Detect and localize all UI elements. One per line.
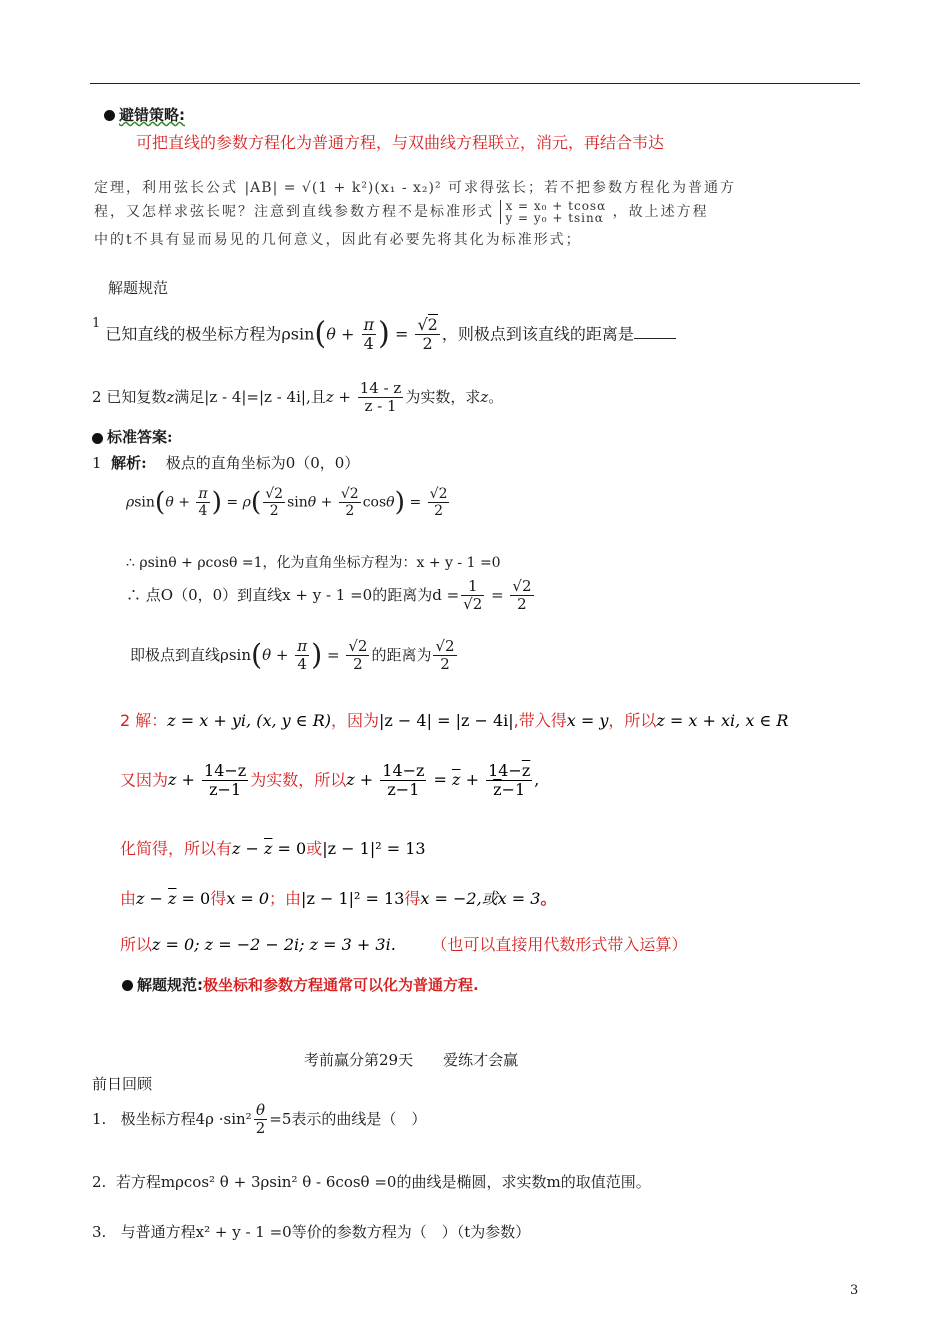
answer-1-line: 1 解析: 极点的直角坐标为0（0，0） — [92, 454, 360, 472]
answer-heading: 标准答案: — [92, 426, 173, 447]
answer-step-3: ∴ 点O（0，0）到直线x + y - 1 =0的距离为d = $\frac{1}{√2}$ = $\frac{√2}{2}$ — [126, 577, 532, 614]
solution-2-line2: 又因为z + $\frac{14-z}{z-1}$ 为实数，所以z + $\frac{14-z}{z-1}$ = $\overline{z}$ + $\frac{14-\overline{z}}{\overline{z}-1}$ , — [120, 761, 540, 800]
day-title: 考前赢分第29天 爱练才会赢 — [304, 1051, 519, 1069]
bullet-icon — [104, 110, 115, 121]
question-1: $^1$ 已知直线的极坐标方程为ρsin(θ + $\frac{\pi}{4}$ ) = $\frac{√2}{2}$ ，则极点到该直线的距离是 — [92, 316, 676, 354]
question-2: 2 已知复数z满足|z - 4|=|z - 4i|,且z + $\frac{14 - z}{z - 1}$ 为实数，求z。 — [92, 379, 504, 416]
page-number: 3 — [850, 1283, 859, 1298]
strategy-line2: 定理，利用弦长公式 |AB| = √(1 + k²)(x₁ - x₂)² 可求得弦长；若不把参数方程化为普通方 — [94, 180, 737, 196]
review-3: 3. 与普通方程x² + y - 1 =0等价的参数方程为（ ）（t为参数） — [92, 1223, 531, 1241]
answer-step-2: ∴ ρsinθ + ρcosθ =1，化为直角坐标方程为：x + y - 1 =0 — [126, 555, 501, 571]
review-1: 1. 极坐标方程4ρ ·sin² $\frac{\theta}{2}$ =5表示的曲线是（ ） — [92, 1101, 427, 1138]
solution-2-line4: 由$z - \overline{z} = 0$得x = 0；由|z − 1|² = 13得x = −2,或x = 3。 — [120, 889, 557, 908]
review-heading: 前日回顾 — [92, 1075, 153, 1093]
bullet-icon — [122, 980, 133, 991]
review-2: 2. 若方程mρcos² θ + 3ρsin² θ - 6cosθ =0的曲线是椭圆，求实数m的取值范围。 — [92, 1173, 651, 1191]
answer-step-1: ρsin(θ + $\frac{\pi}{4}$ ) = ρ( $\frac{√2}{2}$ sinθ + $\frac{√2}{2}$ cosθ) = $\frac{√2}{2}$ — [126, 486, 448, 520]
solution-2-line3: 化简得，所以有$z - \overline{z} = 0$或|z − 1|² = 13 — [120, 839, 426, 858]
answer-step-4: 即极点到直线ρsin(θ + $\frac{\pi}{4}$ ) = $\frac{√2}{2}$ 的距离为 $\frac{√2}{2}$ — [130, 637, 455, 674]
strategy-line1: 可把直线的参数方程化为普通方程，与双曲线方程联立，消元，再结合韦达 — [136, 133, 665, 152]
solution-2-line1: 2 解：z = x + yi, (x, y ∈ R)，因为|z − 4| = |z − 4i|,带入得x = y，所以z = x + xi, x ∈ R — [120, 711, 789, 730]
strategy-line4: 中的t不具有显而易见的几何意义，因此有必要先将其化为标准形式； — [94, 232, 582, 248]
answer-blank — [634, 322, 676, 339]
header-rule — [90, 83, 860, 84]
solution-note: 解题规范:极坐标和参数方程通常可以化为普通方程. — [122, 974, 479, 995]
spec-heading: 解题规范 — [108, 279, 169, 297]
chord-length-formula: |AB| = √(1 + k²)(x₁ - x₂)² — [244, 180, 442, 196]
bullet-icon — [92, 433, 103, 444]
parametric-system: x = x₀ + tcosα y = y₀ + tsinα — [500, 200, 606, 224]
solution-2-line5: 所以z = 0; z = −2 − 2i; z = 3 + 3i. （也可以直接用代数形式带入运算） — [120, 935, 688, 954]
strategy-line3: 程，又怎样求弦长呢？注意到直线参数方程不是标准形式 x = x₀ + tcosα y = y₀ + tsinα ，故上述方程 — [94, 199, 709, 225]
strategy-heading: 避错策略: — [104, 104, 185, 125]
